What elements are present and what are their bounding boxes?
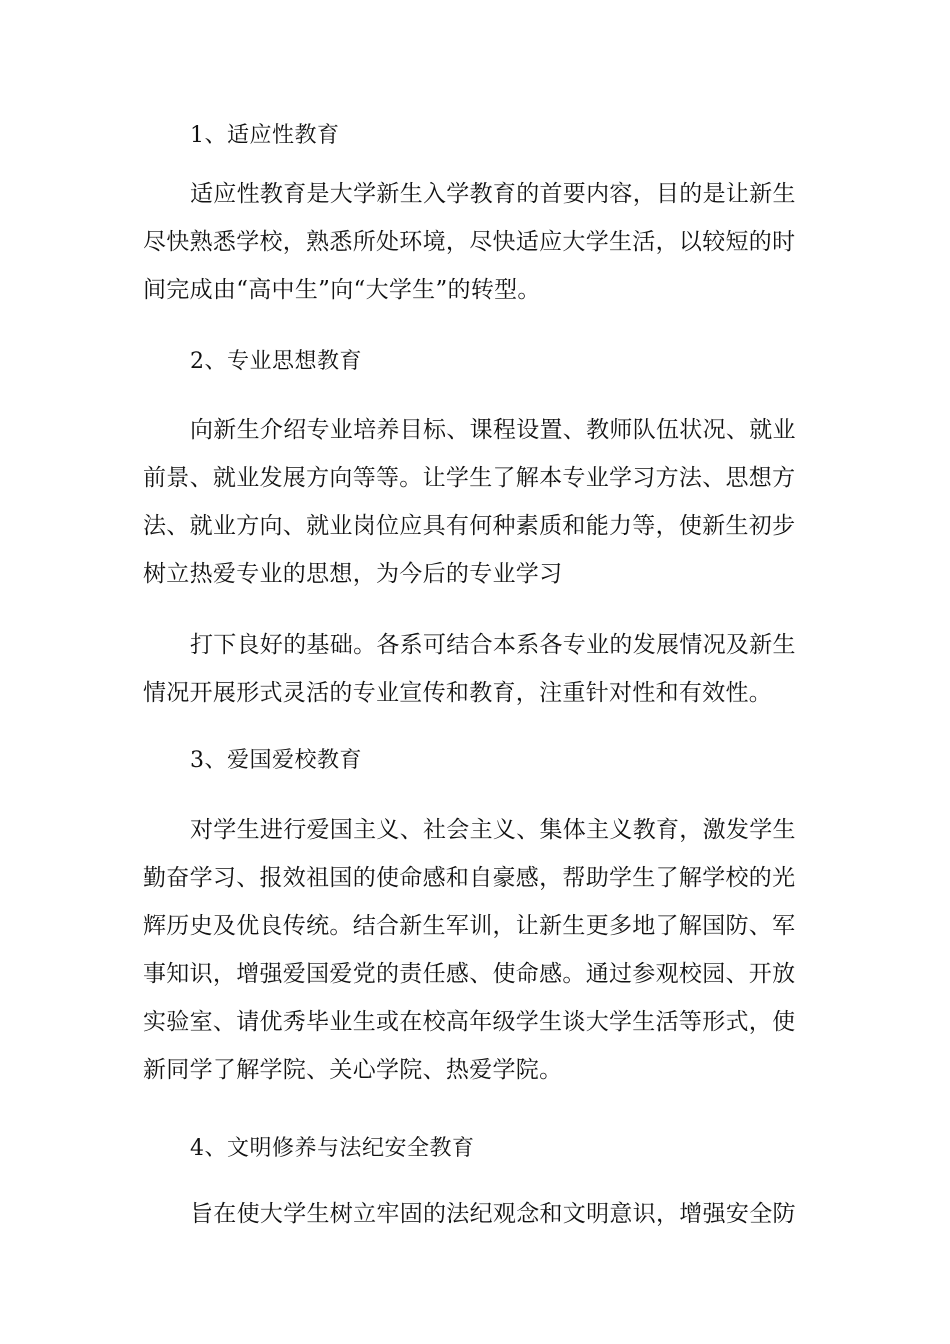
section-heading-1: 1、适应性教育 [190,123,340,148]
paragraph-line: 对学生进行爱国主义、社会主义、集体主义教育，激发学生 [190,817,796,843]
section-1-paragraph-1 [143,170,813,314]
section-heading-3: 3、爱国爱校教育 [190,748,362,773]
paragraph-line: 实验室、请优秀毕业生或在校高年级学生谈大学生活等形式，使 [143,1009,796,1035]
paragraph-line: 法、就业方向、就业岗位应具有何种素质和能力等，使新生初步 [143,513,796,539]
paragraph-line: 旨在使大学生树立牢固的法纪观念和文明意识，增强安全防 [190,1201,796,1227]
paragraph-line: 尽快熟悉学校，熟悉所处环境，尽快适应大学生活，以较短的时 [143,229,796,255]
paragraph-line: 向新生介绍专业培养目标、课程设置、教师队伍状况、就业 [190,417,796,443]
paragraph-line: 勤奋学习、报效祖国的使命感和自豪感，帮助学生了解学校的光 [143,865,796,891]
paragraph-line: 情况开展形式灵活的专业宣传和教育，注重针对性和有效性。 [143,680,773,706]
section-4-paragraph-1 [143,1190,813,1238]
paragraph-line: 树立热爱专业的思想，为今后的专业学习 [143,561,563,587]
paragraph-line: 适应性教育是大学新生入学教育的首要内容，目的是让新生 [190,181,796,207]
section-heading-4: 4、文明修养与法纪安全教育 [190,1136,475,1161]
section-3-paragraph-1 [143,806,813,1094]
paragraph-line: 打下良好的基础。各系可结合本系各专业的发展情况及新生 [190,632,796,658]
paragraph-line: 前景、就业发展方向等等。让学生了解本专业学习方法、思想方 [143,465,796,491]
paragraph-line: 辉历史及优良传统。结合新生军训，让新生更多地了解国防、军 [143,913,796,939]
section-heading-2: 2、专业思想教育 [190,349,362,374]
paragraph-line: 事知识，增强爱国爱党的责任感、使命感。通过参观校园、开放 [143,961,796,987]
section-2-paragraph-2 [143,621,813,717]
section-2-paragraph-1 [143,406,813,598]
paragraph-line: 间完成由“高中生”向“大学生”的转型。 [143,277,541,303]
paragraph-line: 新同学了解学院、关心学院、热爱学院。 [143,1057,563,1083]
